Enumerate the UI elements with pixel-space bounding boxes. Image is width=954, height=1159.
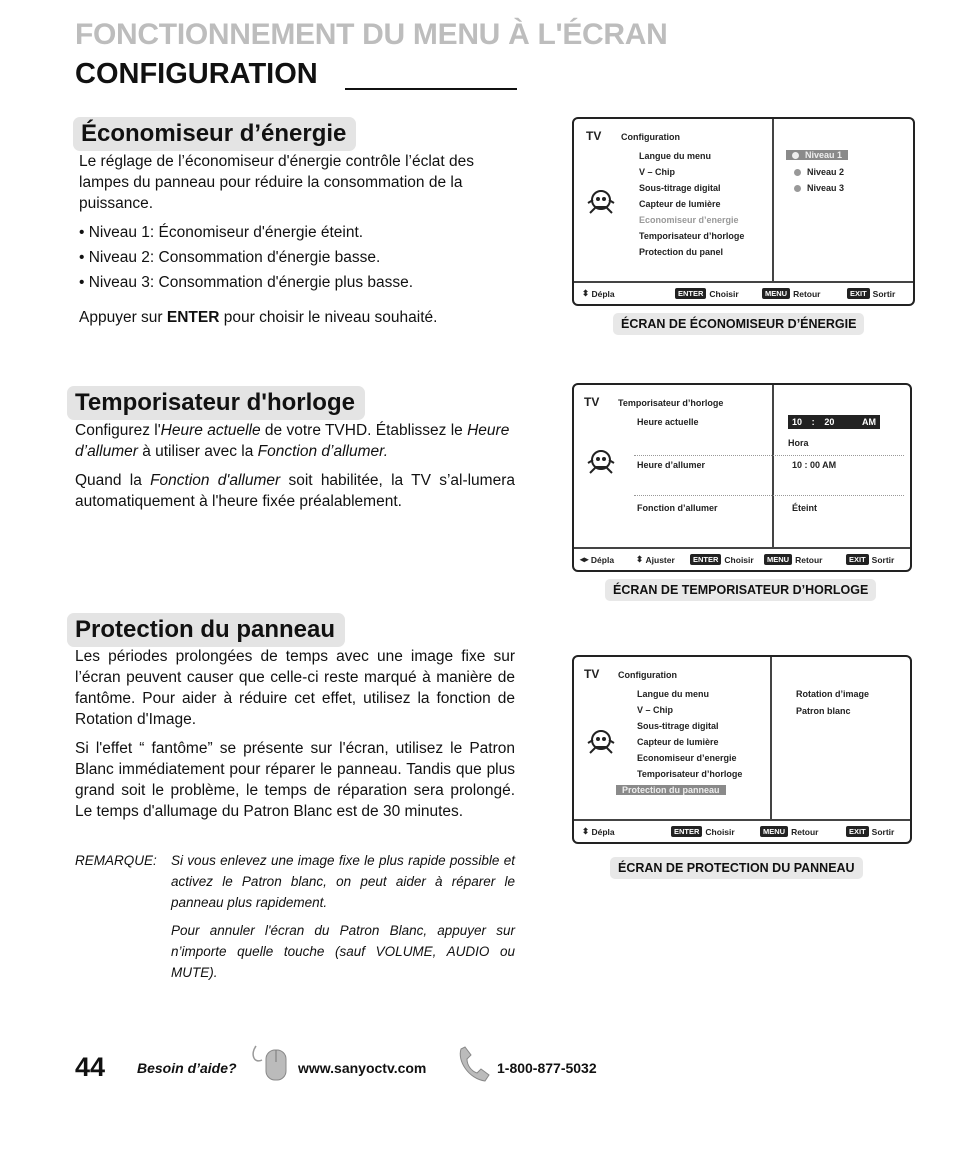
hint-choose: ENTER Choisir bbox=[675, 288, 739, 299]
section-title-clock-timer: Temporisateur d'horloge bbox=[67, 386, 365, 420]
hour-hint: Hora bbox=[788, 438, 809, 448]
hint-move: ◂▸ Dépla bbox=[580, 554, 615, 565]
hint-choose: ENTER Choisir bbox=[690, 554, 754, 565]
hint-exit: EXIT Sortir bbox=[847, 288, 895, 299]
remark-text-2: Pour annuler l'écran du Patron Blanc, appuyer sur n’importe quelle touche (sauf VOLUME, AUDIO ou MUTE). bbox=[171, 923, 515, 980]
menu-item-panel-protection[interactable]: Protection du panneau bbox=[616, 785, 726, 795]
clock-detail: Quand la Fonction d'allumer soit habilitée, la TV s’al-lumera automatiquement à l'heure fixée préalablement. bbox=[75, 472, 515, 510]
menu-item-caption[interactable]: Sous-titrage digital bbox=[637, 721, 719, 731]
caption-energy-saver: ÉCRAN DE ÉCONOMISEUR D’ÉNERGIE bbox=[613, 313, 864, 335]
section-title-energy-saver: Économiseur d’énergie bbox=[73, 117, 356, 151]
footer-divider bbox=[574, 547, 910, 549]
clock-intro: Configurez l'Heure actuelle de votre TVHD. Établissez le Heure d’allumer à utiliser avec la Fonction d’allumer. bbox=[75, 422, 510, 460]
menu-item-energy-saver[interactable]: Economiseur d’energie bbox=[637, 753, 737, 763]
leftright-arrow-icon: ◂▸ bbox=[580, 554, 589, 564]
page-number: 44 bbox=[75, 1052, 106, 1082]
energy-levels-list bbox=[79, 222, 519, 293]
current-time-field[interactable]: 10 : 20 AM bbox=[788, 415, 880, 429]
dotted-separator bbox=[634, 455, 904, 456]
panel-detail: Si l'effet “ fantôme” se présente sur l'écran, utilisez le Patron Blanc immédiatement pour réparer le panneau. Tandis que plus grand soit le problème, le temps de réparation sera prolongé. Le temps d'allumage du Patron Blanc est de 30 minutes. bbox=[75, 740, 515, 820]
hint-move: ⬍ Dépla bbox=[582, 826, 615, 837]
menu-item-clock-timer[interactable]: Temporisateur d’horloge bbox=[637, 769, 743, 779]
option-white-pattern[interactable]: Patron blanc bbox=[796, 706, 851, 716]
hint-adjust: ⬍ Ajuster bbox=[636, 554, 675, 565]
option-level-2[interactable]: Niveau 2 bbox=[794, 167, 844, 177]
hint-back: MENU Retour bbox=[760, 826, 818, 837]
menu-item-energy-saver[interactable]: Economiseur d’energie bbox=[639, 215, 739, 225]
subtitle-rule bbox=[345, 88, 517, 90]
energy-level-item: • Niveau 1: Économiseur d'énergie éteint. bbox=[79, 224, 364, 241]
tv-screen-clock-timer bbox=[572, 383, 912, 572]
tv-screen-energy-saver bbox=[572, 117, 915, 306]
page-subtitle: CONFIGURATION bbox=[75, 58, 318, 90]
label-on-function: Fonction d’allumer bbox=[637, 503, 718, 513]
updown-arrow-icon: ⬍ bbox=[582, 288, 590, 298]
section-title-panel-protection: Protection du panneau bbox=[67, 613, 345, 647]
energy-level-item: • Niveau 3: Consommation d'énergie plus basse. bbox=[79, 274, 414, 291]
section-energy-saver-body bbox=[79, 151, 519, 336]
enter-key-label: ENTER bbox=[166, 309, 220, 326]
footer-divider bbox=[574, 281, 913, 283]
option-level-1[interactable]: Niveau 1 bbox=[786, 150, 848, 160]
tv-label: TV bbox=[584, 395, 600, 409]
robot-mascot-icon bbox=[584, 727, 618, 761]
option-level-3[interactable]: Niveau 3 bbox=[794, 183, 844, 193]
menu-title: Temporisateur d’horloge bbox=[618, 398, 724, 408]
on-time-value[interactable]: 10 : 00 AM bbox=[792, 460, 837, 470]
label-current-time: Heure actuelle bbox=[637, 417, 699, 427]
caption-panel-protection: ÉCRAN DE PROTECTION DU PANNEAU bbox=[610, 857, 863, 879]
menu-item-language[interactable]: Langue du menu bbox=[637, 689, 709, 699]
menu-item-light-sensor[interactable]: Capteur de lumière bbox=[637, 737, 719, 747]
label-on-time: Heure d’allumer bbox=[637, 460, 706, 470]
menu-divider bbox=[772, 119, 774, 281]
remark-text-1: Si vous enlevez une image fixe le plus rapide possible et activez le Patron blanc, on peut aider à réparer le panneau plus rapidement. bbox=[171, 853, 515, 910]
updown-arrow-icon: ⬍ bbox=[582, 826, 590, 836]
caption-clock-timer: ÉCRAN DE TEMPORISATEUR D’HORLOGE bbox=[605, 579, 876, 601]
support-phone[interactable]: 1-800-877-5032 bbox=[497, 1060, 597, 1076]
help-label: Besoin d’aide? bbox=[137, 1060, 237, 1076]
menu-item-panel-protection[interactable]: Protection du panel bbox=[639, 247, 724, 257]
updown-arrow-icon: ⬍ bbox=[636, 554, 644, 564]
panel-intro: Les périodes prolongées de temps avec une image fixe sur l’écran peuvent causer que celle-ci reste marqué à manière de fantôme. Pour aider à réduire cet effet, utilisez la fonction de Rotation d'Image. bbox=[75, 648, 515, 728]
tv-label: TV bbox=[584, 667, 600, 681]
energy-intro: Le réglage de l’économiseur d'énergie contrôle l’éclat des lampes du panneau pour réduire la consommation de la puissance. bbox=[79, 153, 475, 212]
on-function-value[interactable]: Éteint bbox=[792, 503, 818, 513]
dotted-separator bbox=[634, 495, 904, 496]
hint-choose: ENTER Choisir bbox=[671, 826, 735, 837]
menu-divider bbox=[770, 657, 772, 819]
tv-label: TV bbox=[586, 129, 602, 143]
radio-selected-icon bbox=[792, 152, 799, 159]
hint-exit: EXIT Sortir bbox=[846, 826, 894, 837]
robot-mascot-icon bbox=[584, 187, 618, 221]
menu-title: Configuration bbox=[618, 670, 677, 680]
menu-item-caption[interactable]: Sous-titrage digital bbox=[639, 183, 721, 193]
page-header-title: FONCTIONNEMENT DU MENU À L'ÉCRAN bbox=[75, 18, 668, 51]
menu-divider bbox=[772, 385, 774, 547]
mouse-icon bbox=[248, 1040, 290, 1084]
tv-screen-panel-protection bbox=[572, 655, 912, 844]
remark-label: REMARQUE: bbox=[75, 853, 157, 868]
menu-item-language[interactable]: Langue du menu bbox=[639, 151, 711, 161]
option-image-rotation[interactable]: Rotation d’image bbox=[796, 689, 870, 699]
hint-back: MENU Retour bbox=[764, 554, 822, 565]
footer-divider bbox=[574, 819, 910, 821]
section-panel-protection-body bbox=[75, 646, 515, 830]
phone-icon bbox=[455, 1045, 493, 1085]
menu-item-vchip[interactable]: V – Chip bbox=[637, 705, 674, 715]
menu-item-vchip[interactable]: V – Chip bbox=[639, 167, 676, 177]
menu-item-light-sensor[interactable]: Capteur de lumière bbox=[639, 199, 721, 209]
hint-exit: EXIT Sortir bbox=[846, 554, 894, 565]
menu-title: Configuration bbox=[621, 132, 680, 142]
energy-level-item: • Niveau 2: Consommation d'énergie basse. bbox=[79, 249, 381, 266]
radio-icon bbox=[794, 185, 801, 192]
robot-mascot-icon bbox=[584, 447, 618, 481]
hint-back: MENU Retour bbox=[762, 288, 820, 299]
support-url[interactable]: www.sanyoctv.com bbox=[298, 1060, 427, 1076]
energy-instruction: Appuyer sur ENTER pour choisir le niveau souhaité. bbox=[79, 309, 438, 326]
hint-move: ⬍ Dépla bbox=[582, 288, 615, 299]
section-clock-timer-body bbox=[75, 420, 515, 520]
radio-icon bbox=[794, 169, 801, 176]
menu-item-clock-timer[interactable]: Temporisateur d’horloge bbox=[639, 231, 745, 241]
